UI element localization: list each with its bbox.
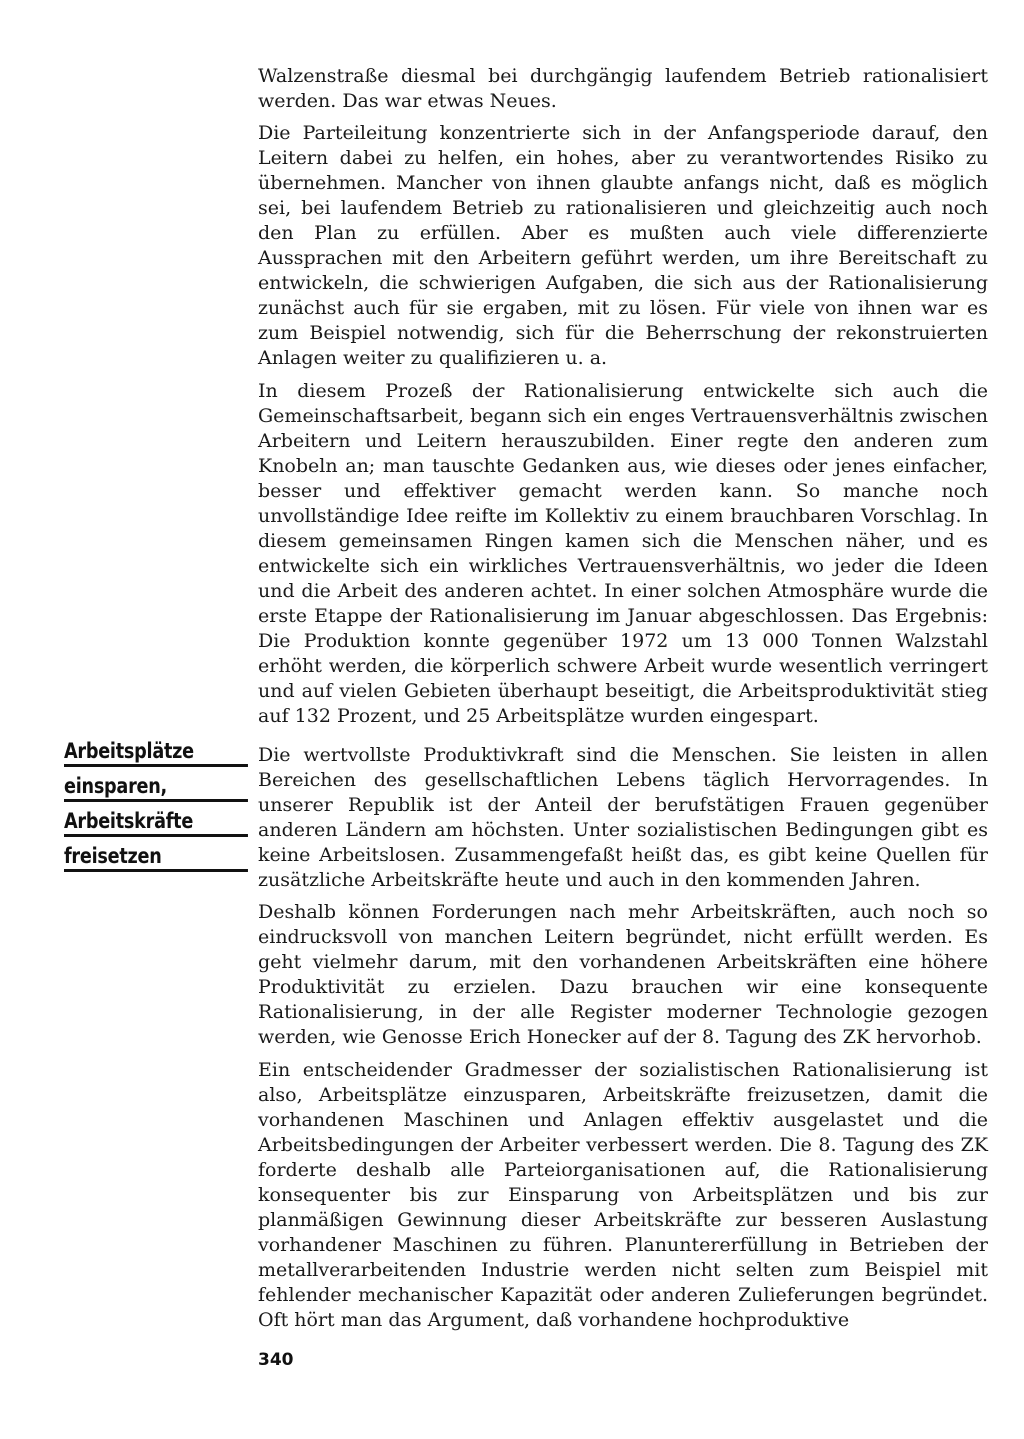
paragraph-productive-force: Die wertvollste Produktivkraft sind die Menschen. Sie leisten in allen Bereichen des gesellschaftlichen Lebens täglich Hervorragendes. In unserer Republik ist der Anteil der berufstätigen Frauen gegenüber anderen Ländern am höchsten. Unter sozialistischen Bedingungen gibt es keine Arbeitslosen. Zusammengefaßt heißt das, es gibt keine Quellen für zusätzliche Arbeitskräfte heute und auch in den kommenden Jahren. [258,744,988,891]
paragraph-decisive-measure: Ein entscheidender Gradmesser der sozialistischen Rationalisierung ist also, Arbeitsplätze einzusparen, Arbeitskräfte freizusetzen, damit die vorhandenen Maschinen und Anlagen effektiv ausgelastet und die Arbeitsbedingungen der Arbeiter verbessert werden. Die 8. Tagung des ZK forderte deshalb alle Parteiorganisationen auf, die Rationalisierung konsequenter bis zur Einsparung von Arbeitsplätzen und bis zur planmäßigen Gewinnung dieser Arbeitskräfte zur besseren Auslastung vorhandener Maschinen zu führen. Planuntererfüllung in Betrieben der metallverarbeitenden Industrie werden nicht selten zum Beispiel mit fehlender mechanischer Kapazität oder anderen Zulieferungen begründet. Oft hört man das Argument, daß vorhandene hochproduktive [258,1059,988,1331]
marginal-heading-line: freisetzen [64,845,248,872]
marginal-heading [64,740,249,880]
main-text-column [258,64,988,1340]
paragraph-rationalization-process: In diesem Prozeß der Rationalisierung entwickelte sich auch die Gemeinschaftsarbeit, begann sich ein enges Vertrauensverhältnis zwischen Arbeitern und Leitern herauszubilden. Einer regte den anderen zum Knobeln an; man tauschte Gedanken aus, wie dieses oder jenes einfacher, besser und effektiver gemacht werden kann. So manche noch unvollständige Idee reifte im Kollektiv zu einem brauchbaren Vorschlag. In diesem gemeinsamen Ringen kamen sich die Menschen näher, und es entwickelte sich ein wirkliches Vertrauensverhältnis, wo jeder die Ideen und die Arbeit des anderen achtet. In einer solchen Atmosphäre wurde die erste Etappe der Rationalisierung im Januar abgeschlossen. Das Ergebnis: Die Produktion konnte gegenüber 1972 um 13 000 Tonnen Walzstahl erhöht werden, die körperlich schwere Arbeit wurde wesentlich verringert und auf vielen Gebieten überhaupt beseitigt, die Arbeitsproduktivität stieg auf 132 Prozent, und 25 Arbeitsplätze wurden eingespart. [258,380,988,727]
marginal-heading-line: Arbeitskräfte [64,810,248,837]
paragraph-continuation: Walzenstraße diesmal bei durchgängig laufendem Betrieb rationalisiert werden. Das war etwas Neues. [258,65,988,112]
paragraph-labor-demands: Deshalb können Forderungen nach mehr Arbeitskräften, auch noch so eindrucksvoll von manchen Leitern begründet, nicht erfüllt werden. Es geht vielmehr darum, mit den vorhandenen Arbeitskräften eine höhere Produktivität zu erzielen. Dazu brauchen wir eine konsequente Rationalisierung, in der alle Register moderner Technologie gezogen werden, wie Genosse Erich Honecker auf der 8. Tagung des ZK hervorhob. [258,901,988,1048]
marginal-heading-line: Arbeitsplätze [64,740,248,767]
marginal-heading-line: einsparen, [64,775,248,802]
page-number: 340 [258,1350,294,1370]
paragraph-party-leadership: Die Parteileitung konzentrierte sich in der Anfangsperiode darauf, den Leitern dabei zu helfen, ein hohes, aber zu verantwortendes Risiko zu übernehmen. Mancher von ihnen glaubte anfangs nicht, daß es möglich sei, bei laufendem Betrieb zu rationalisieren und gleichzeitig auch noch den Plan zu erfüllen. Aber es mußten auch viele differenzierte Aussprachen mit den Arbeitern geführt werden, um ihre Bereitschaft zu entwickeln, die schwierigen Aufgaben, die sich aus der Rationalisierung zunächst auch für sie ergaben, mit zu lösen. Für viele von ihnen war es zum Beispiel notwendig, sich für die Beherrschung der rekonstruierten Anlagen weiter zu qualifizieren u. a. [258,122,988,369]
